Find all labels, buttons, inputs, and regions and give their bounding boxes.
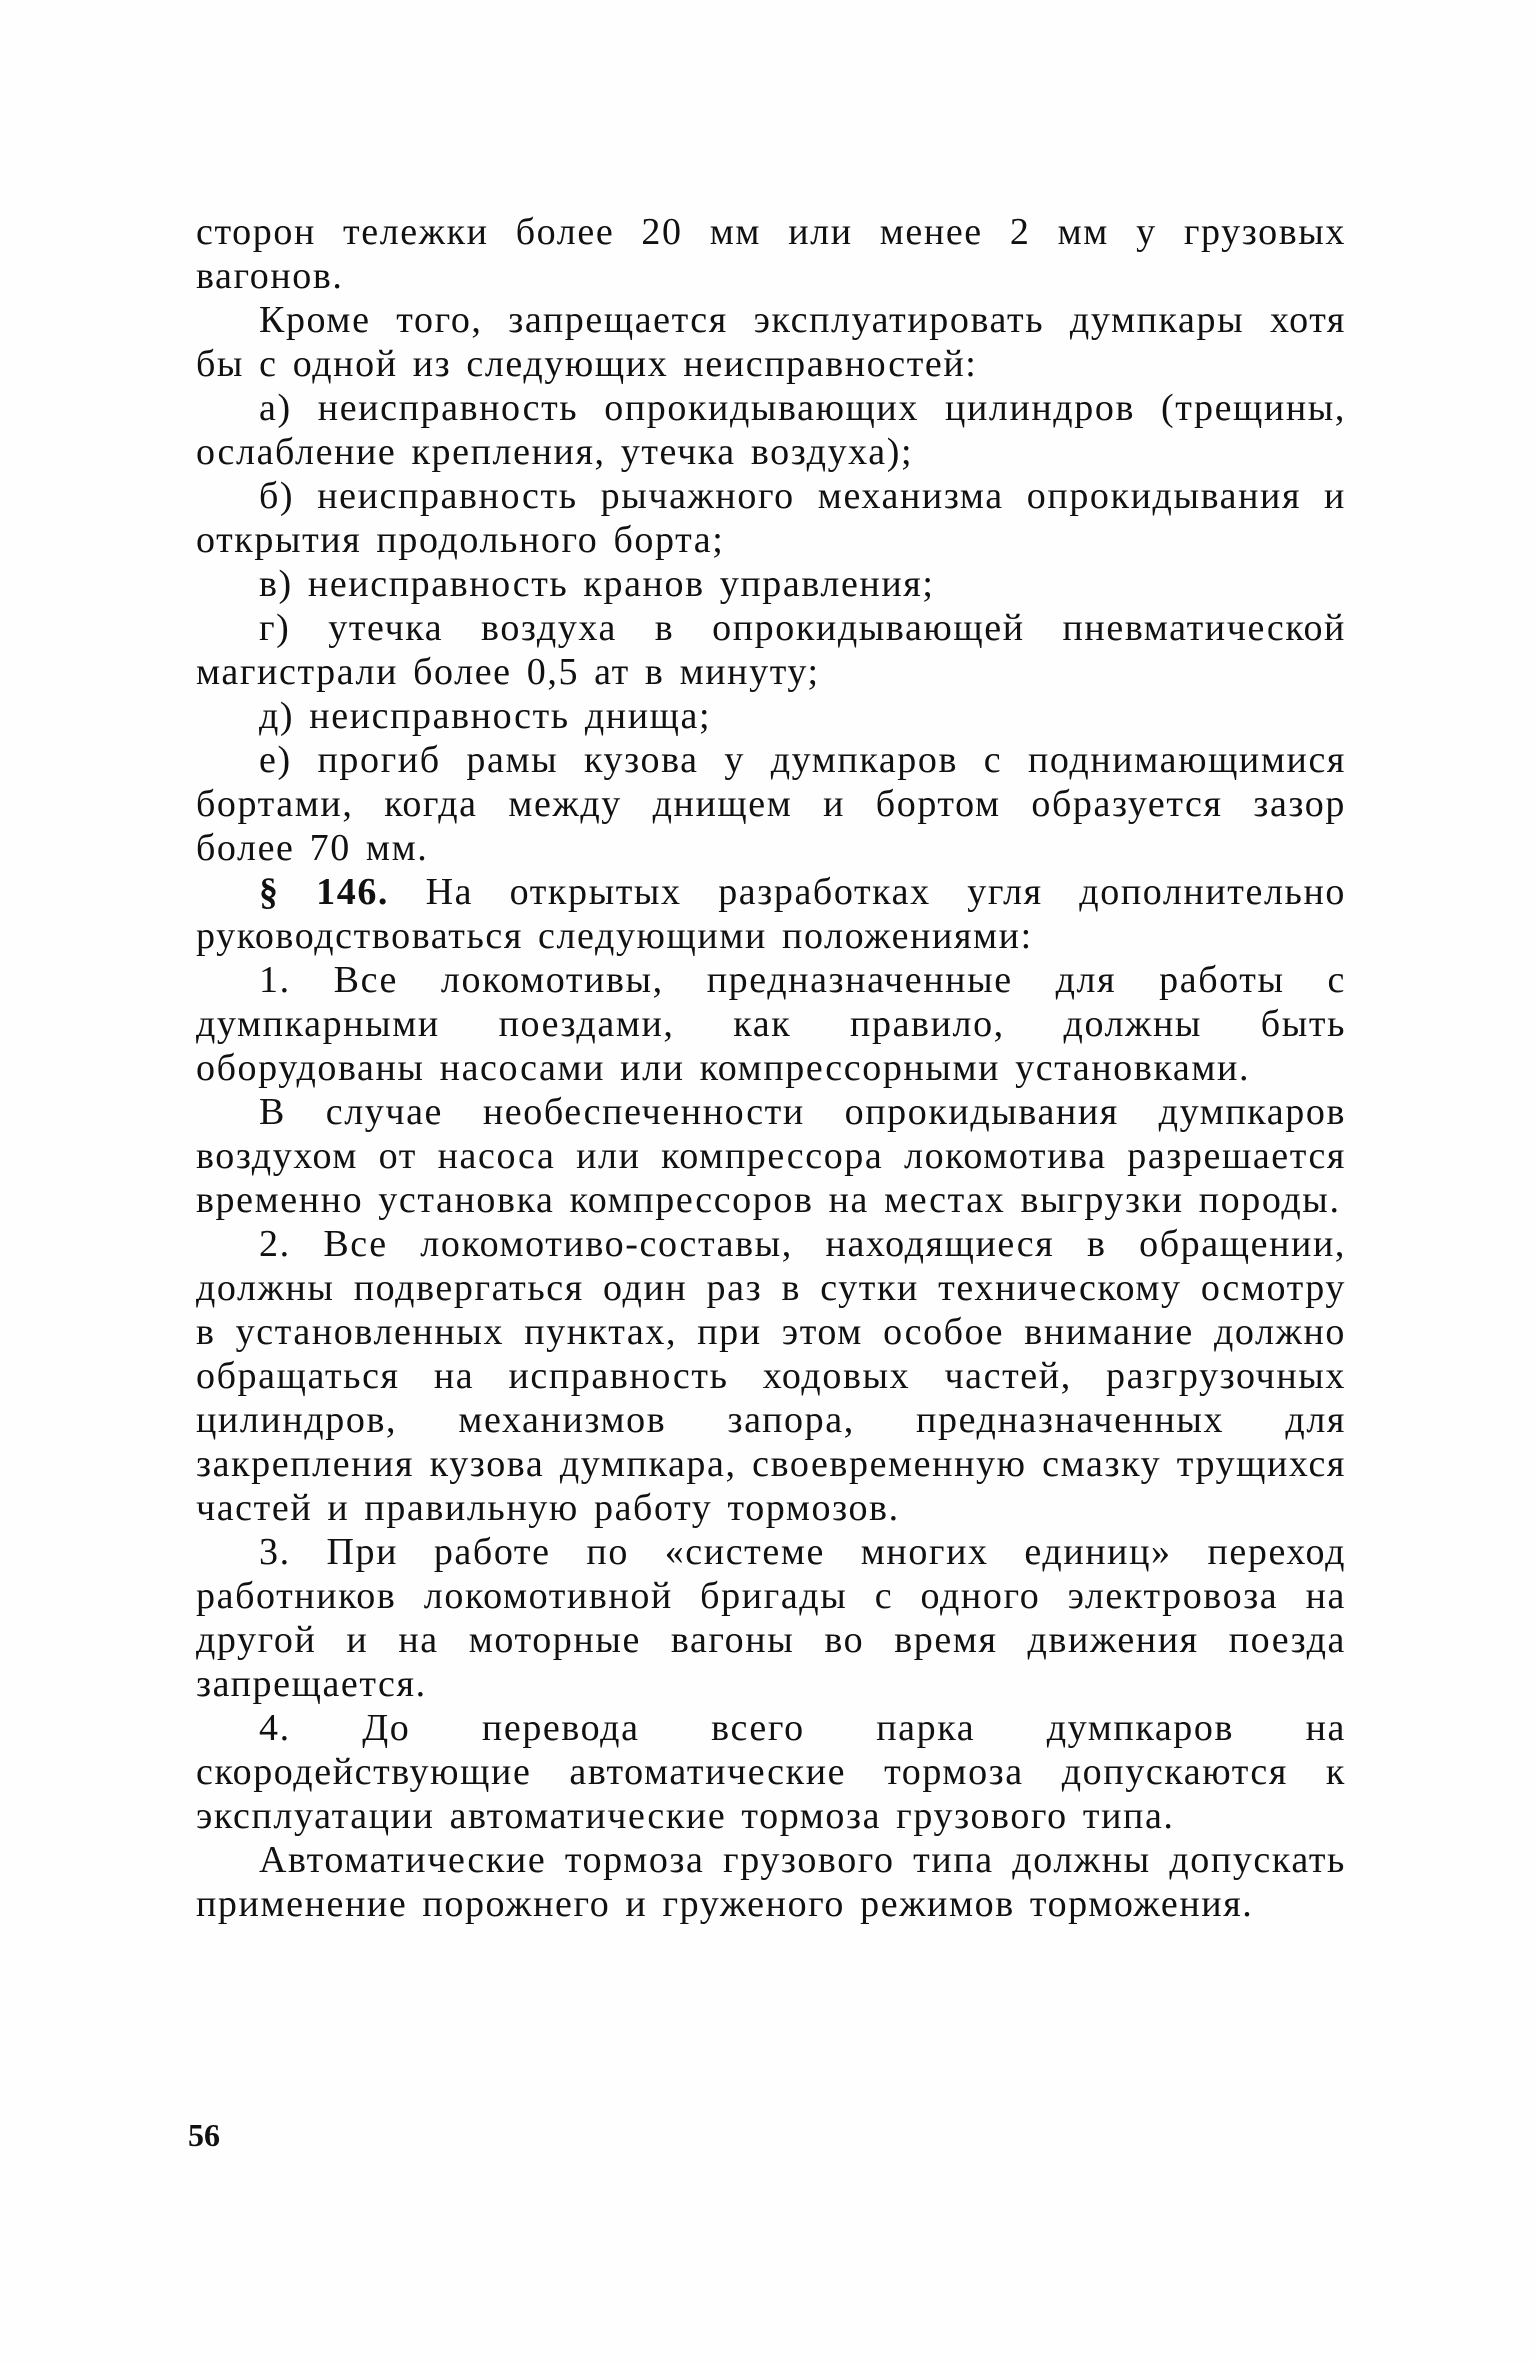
paragraph-item-1: 1. Все локомотивы, предназначенные для работы с думпкарными поездами, как правило, должны быть оборудованы насосами или компрессорными установками. (196, 959, 1346, 1089)
page-number: 56 (188, 2117, 220, 2153)
list-item-e: е) прогиб рамы кузова у думпкаров с поднимающимися бортами, когда между днищем и бортом образуется зазор более 70 мм. (196, 739, 1346, 869)
section-146-paragraph (196, 870, 1346, 958)
list-item-a: а) неисправность опрокидывающих цилиндров (трещины, ослабление крепления, утечка воздуха); (196, 387, 1346, 473)
paragraph-brakes-note: Автоматические тормоза грузового типа должны допускать применение порожнего и груженого режимов торможения. (196, 1839, 1346, 1925)
paragraph-item-3: 3. При работе по «системе многих единиц» переход работников локомотивной бригады с одного электровоза на другой и на моторные вагоны во время движения поезда запрещается. (196, 1531, 1346, 1705)
paragraph-item-4: 4. До перевода всего парка думпкаров на скородействующие автоматические тормоза допускаются к эксплуатации автоматические тормоза грузового типа. (196, 1707, 1346, 1837)
list-item-b: б) неисправность рычажного механизма опрокидывания и открытия продольного борта; (196, 475, 1346, 561)
paragraph-continuation: сторон тележки более 20 мм или менее 2 мм у грузовых вагонов. (196, 211, 1346, 297)
list-item-v: в) неисправность кранов управления; (259, 563, 935, 605)
page-body-text (196, 210, 1346, 1926)
list-item-d: д) неисправность днища; (259, 695, 712, 737)
paragraph-intro-malfunctions: Кроме того, запрещается эксплуатировать думпкары хотя бы с одной из следующих неисправностей: (196, 299, 1346, 385)
list-item-g: г) утечка воздуха в опрокидывающей пневматической магистрали более 0,5 ат в минуту; (196, 607, 1346, 693)
paragraph-compressor-note: В случае необеспеченности опрокидывания думпкаров воздухом от насоса или компрессора локомотива разрешается временно установка компрессоров на местах выгрузки породы. (196, 1091, 1346, 1221)
section-number: § 146. (259, 871, 390, 913)
paragraph-item-2: 2. Все локомотиво-составы, находящиеся в обращении, должны подвергаться один раз в сутки техническому осмотру в установленных пунктах, при этом особое внимание должно обращаться на исправность ходовых частей, разгрузочных цилиндров, механизмов запора, предназначенных для закрепления кузова думпкара, своевременную смазку трущихся частей и правильную работу тормозов. (196, 1223, 1346, 1529)
section-146-text: На открытых разработках угля дополнительно руководствоваться следующими положениями: (196, 871, 1346, 957)
